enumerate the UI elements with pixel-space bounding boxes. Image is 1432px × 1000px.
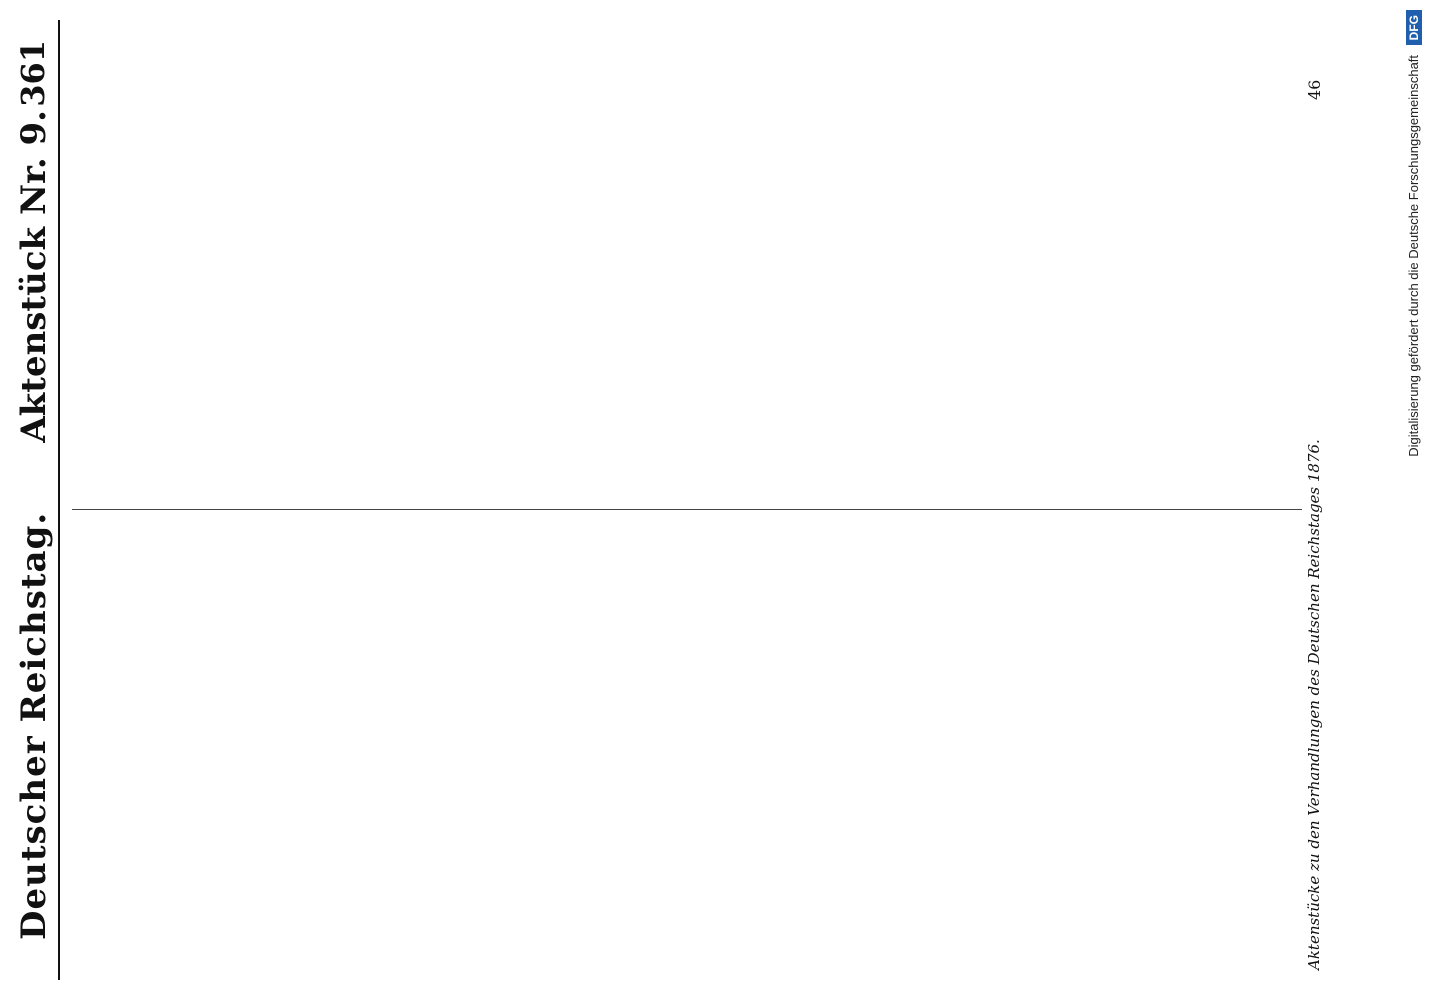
footer-signature: 46 <box>1305 79 1324 100</box>
dfg-sidebar <box>1406 10 1428 1000</box>
header-left-title: Deutscher Reichstag. <box>14 511 54 940</box>
page-header <box>8 20 60 980</box>
right-column <box>70 25 1300 480</box>
header-center-title: Aktenstück Nr. 9. <box>14 110 54 443</box>
column-divider <box>72 509 1302 510</box>
footer-note: Aktenstücke zu den Verhandlungen des Deutschen Reichstages 1876. <box>1305 439 1323 970</box>
page-number: 361 <box>14 40 52 107</box>
dfg-text: Digitalisierung gefördert durch die Deutsche Forschungsgemeinschaft <box>1406 54 1421 457</box>
dfg-logo: DFG <box>1406 10 1422 45</box>
left-column <box>70 530 1300 970</box>
